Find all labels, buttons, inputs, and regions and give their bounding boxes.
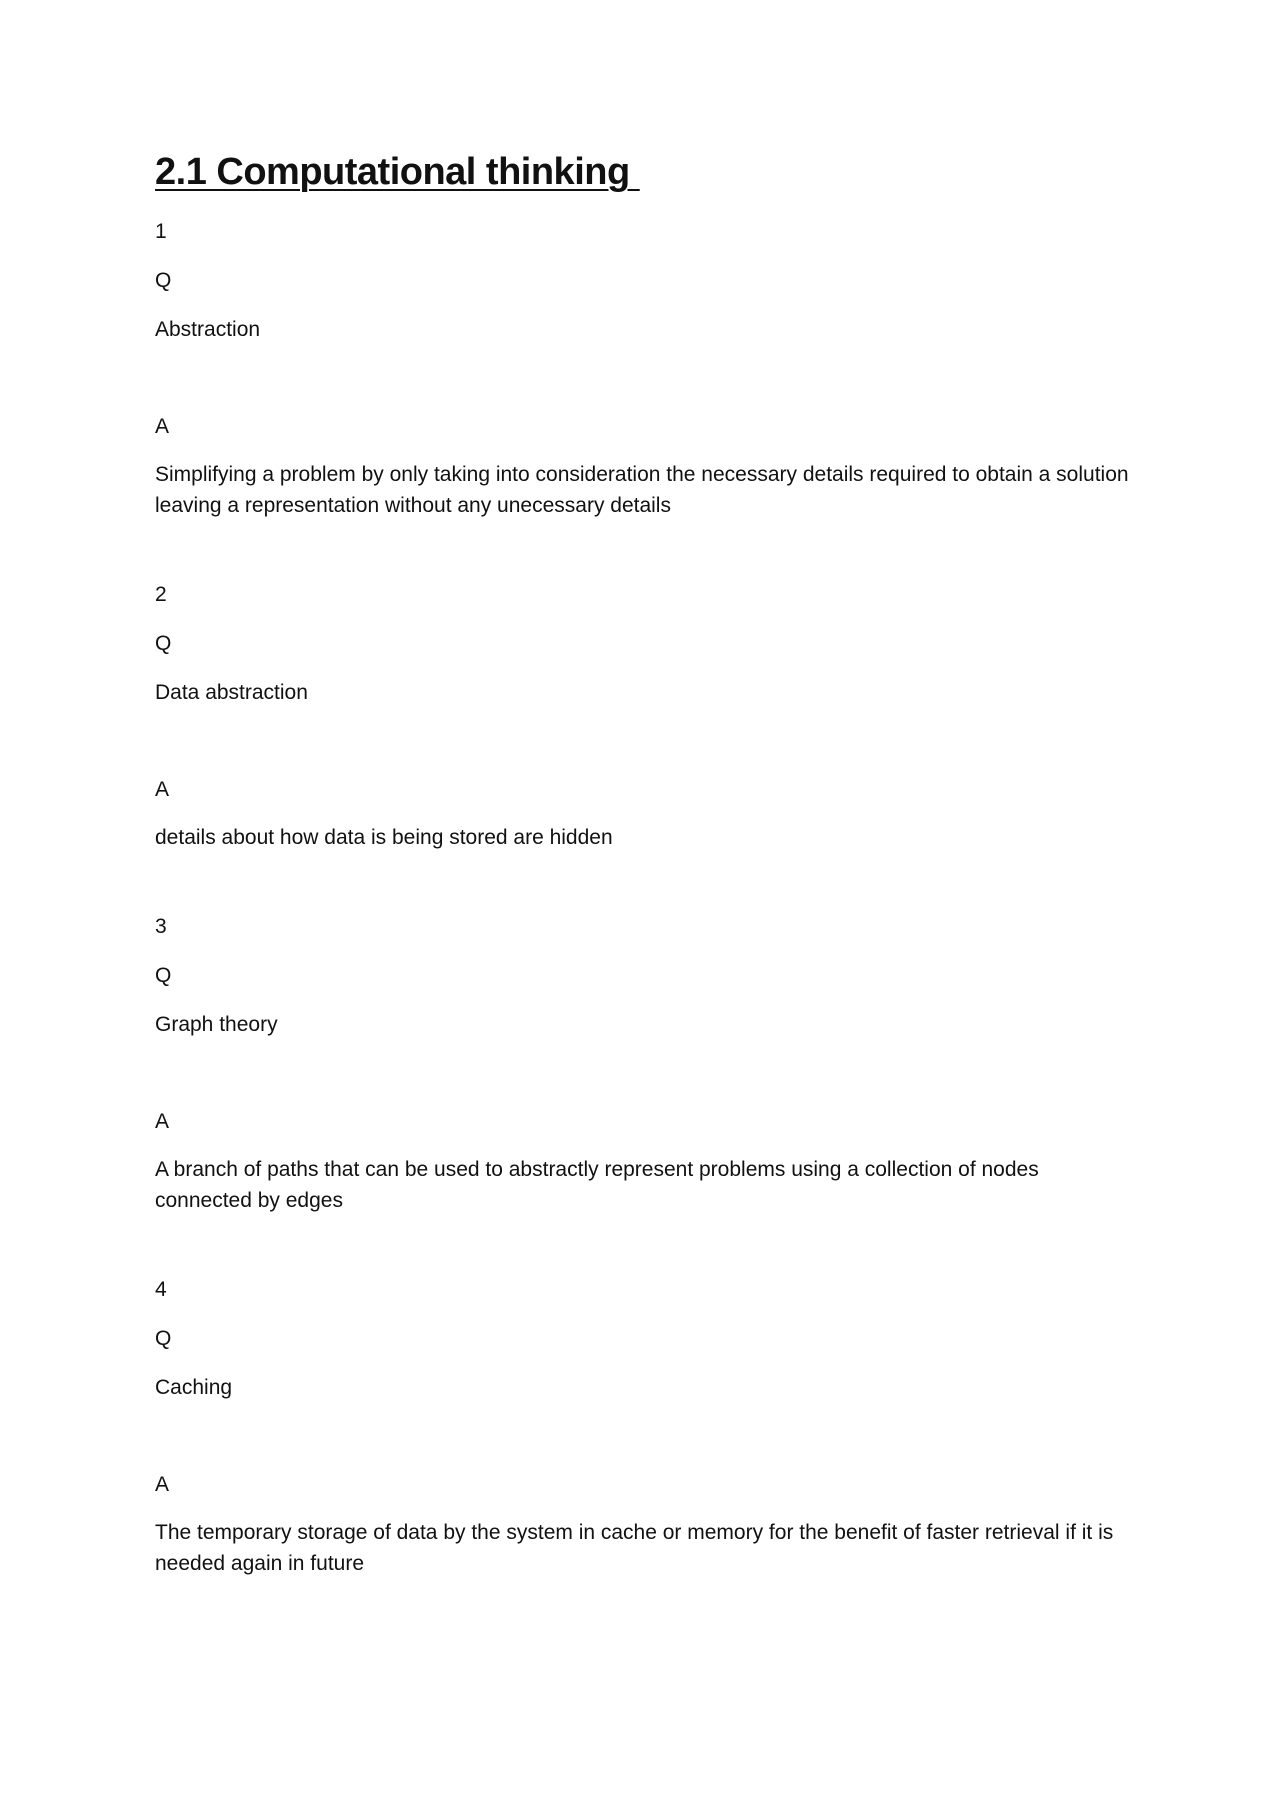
answer-label: A (155, 1472, 170, 1496)
document-page (155, 150, 1135, 1579)
question-text: Abstraction (155, 317, 261, 341)
item-number: 1 (155, 219, 167, 243)
answer-label: A (155, 414, 170, 438)
page-title: 2.1 Computational thinking (155, 151, 640, 193)
qa-item (155, 911, 1135, 1216)
answer-label: A (155, 1109, 170, 1133)
question-text: Caching (155, 1375, 233, 1399)
question-text: Data abstraction (155, 680, 308, 704)
qa-item (155, 216, 1135, 521)
question-label: Q (155, 963, 172, 987)
question-label: Q (155, 268, 172, 292)
question-text: Graph theory (155, 1012, 278, 1036)
answer-text: Simplifying a problem by only taking into consideration the necessary details required to obtain a solution leaving a representation without any unecessary details (155, 462, 1129, 517)
answer-text: The temporary storage of data by the system in cache or memory for the benefit of faster retrieval if it is needed again in future (155, 1520, 1114, 1575)
question-label: Q (155, 631, 172, 655)
qa-item (155, 1274, 1135, 1579)
question-label: Q (155, 1326, 172, 1350)
answer-label: A (155, 777, 170, 801)
qa-item (155, 579, 1135, 853)
answer-text: A branch of paths that can be used to abstractly represent problems using a collection of nodes connected by edges (155, 1157, 1039, 1212)
item-number: 4 (155, 1277, 167, 1301)
answer-text: details about how data is being stored are hidden (155, 825, 613, 849)
item-number: 3 (155, 914, 167, 938)
item-number: 2 (155, 582, 167, 606)
